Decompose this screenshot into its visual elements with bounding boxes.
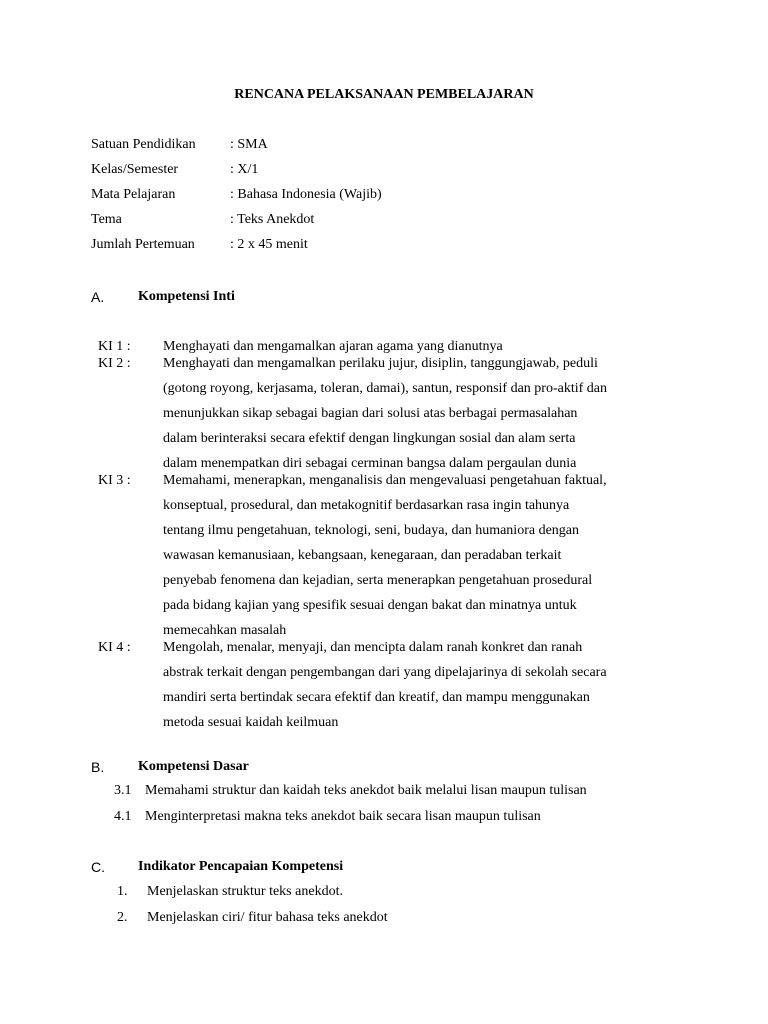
section-a-letter: A. bbox=[91, 289, 105, 305]
ki-3-label: KI 3 : bbox=[98, 473, 131, 488]
identity-value: : X/1 bbox=[230, 162, 259, 177]
indicator-number: 2. bbox=[117, 910, 128, 925]
indicator-text: Menjelaskan struktur teks anekdot. bbox=[147, 884, 343, 899]
section-c-title: Indikator Pencapaian Kompetensi bbox=[138, 859, 344, 874]
ki-4-text: Mengolah, menalar, menyaji, dan mencipta dalam ranah konkret dan ranah bbox=[163, 640, 583, 655]
identity-label: Kelas/Semester bbox=[91, 162, 179, 177]
kd-number: 4.1 bbox=[114, 809, 132, 824]
ki-3-text: penyebab fenomena dan kejadian, serta menerapkan pengetahuan prosedural bbox=[163, 573, 593, 588]
identity-value: : Bahasa Indonesia (Wajib) bbox=[230, 187, 382, 202]
identity-label: Jumlah Pertemuan bbox=[91, 237, 195, 252]
identity-label: Tema bbox=[91, 212, 122, 227]
identity-value: : Teks Anekdot bbox=[230, 212, 315, 227]
ki-4-text: abstrak terkait dengan pengembangan dari yang dipelajarinya di sekolah secara bbox=[163, 665, 607, 680]
ki-2-text: dalam menempatkan diri sebagai cerminan bangsa dalam pergaulan dunia bbox=[163, 456, 577, 471]
indicator-text: Menjelaskan ciri/ fitur bahasa teks anekdot bbox=[147, 910, 388, 925]
ki-2-text: (gotong royong, kerjasama, toleran, damai), santun, responsif dan pro-aktif dan bbox=[163, 381, 607, 396]
ki-4-text: metoda sesuai kaidah keilmuan bbox=[163, 715, 339, 730]
ki-2-text: menunjukkan sikap sebagai bagian dari solusi atas berbagai permasalahan bbox=[163, 406, 578, 421]
identity-label: Satuan Pendidikan bbox=[91, 137, 196, 152]
ki-3-text: tentang ilmu pengetahuan, teknologi, seni, budaya, dan humaniora dengan bbox=[163, 523, 579, 538]
ki-3-text: konseptual, prosedural, dan metakognitif berdasarkan rasa ingin tahunya bbox=[163, 498, 570, 513]
identity-value: : SMA bbox=[230, 137, 268, 152]
ki-3-text: Memahami, menerapkan, menganalisis dan mengevaluasi pengetahuan faktual, bbox=[163, 473, 607, 488]
ki-3-text: pada bidang kajian yang spesifik sesuai dengan bakat dan minatnya untuk bbox=[163, 598, 577, 613]
indicator-number: 1. bbox=[117, 884, 128, 899]
ki-3-text: memecahkan masalah bbox=[163, 623, 287, 638]
ki-4-text: mandiri serta bertindak secara efektif dan kreatif, dan mampu menggunakan bbox=[163, 690, 590, 705]
document-title: RENCANA PELAKSANAAN PEMBELAJARAN bbox=[234, 87, 534, 102]
ki-4-label: KI 4 : bbox=[98, 640, 131, 655]
ki-3-text: wawasan kemanusiaan, kebangsaan, kenegaraan, dan peradaban terkait bbox=[163, 548, 562, 563]
identity-label: Mata Pelajaran bbox=[91, 187, 176, 202]
ki-2-text: Menghayati dan mengamalkan perilaku jujur, disiplin, tanggungjawab, peduli bbox=[163, 356, 598, 371]
ki-2-label: KI 2 : bbox=[98, 356, 131, 371]
section-c-letter: C. bbox=[91, 859, 105, 875]
ki-2-text: dalam berinteraksi secara efektif dengan lingkungan sosial dan alam serta bbox=[163, 431, 576, 446]
ki-1-label: KI 1 : bbox=[98, 339, 131, 354]
ki-1-text: Menghayati dan mengamalkan ajaran agama yang dianutnya bbox=[163, 339, 503, 354]
section-b-letter: B. bbox=[91, 759, 105, 775]
identity-value: : 2 x 45 menit bbox=[230, 237, 308, 252]
section-a-title: Kompetensi Inti bbox=[138, 289, 235, 304]
kd-number: 3.1 bbox=[114, 783, 132, 798]
kd-text: Menginterpretasi makna teks anekdot baik secara lisan maupun tulisan bbox=[145, 809, 541, 824]
section-b-title: Kompetensi Dasar bbox=[138, 759, 249, 774]
kd-text: Memahami struktur dan kaidah teks anekdot baik melalui lisan maupun tulisan bbox=[145, 783, 587, 798]
